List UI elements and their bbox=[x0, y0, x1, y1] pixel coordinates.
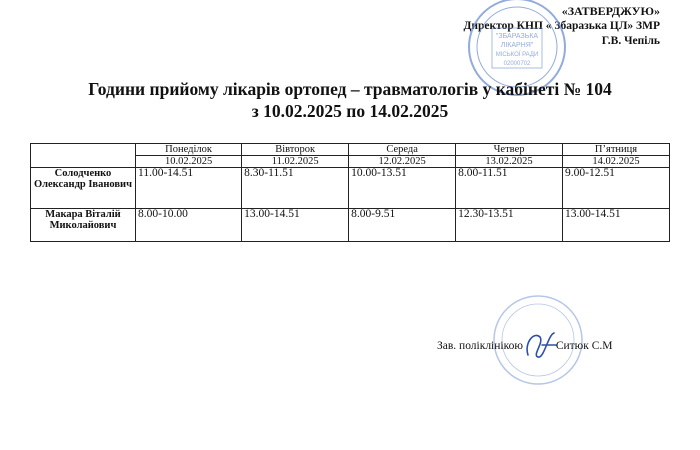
page-heading bbox=[0, 78, 700, 122]
table-row bbox=[31, 168, 670, 209]
date-header: 11.02.2025 bbox=[242, 156, 349, 168]
signature-role: Зав. поліклінікою bbox=[437, 340, 523, 352]
svg-text:02000702: 02000702 bbox=[503, 61, 531, 67]
day-header: Вівторок bbox=[242, 144, 349, 156]
heading-line-2: з 10.02.2025 по 14.02.2025 bbox=[251, 101, 449, 121]
time-cell: 12.30-13.51 bbox=[456, 209, 563, 242]
time-cell: 13.00-14.51 bbox=[242, 209, 349, 242]
svg-text:"ЗБАРАЗЬКА: "ЗБАРАЗЬКА bbox=[495, 33, 539, 40]
day-header: П’ятниця bbox=[563, 144, 670, 156]
time-cell: 8.00-10.00 bbox=[136, 209, 242, 242]
time-cell: 8.00-11.51 bbox=[456, 168, 563, 209]
time-cell: 8.30-11.51 bbox=[242, 168, 349, 209]
approval-position: Директор КНП « Збаразька ЦЛ» ЗМР bbox=[463, 20, 660, 32]
time-cell: 11.00-14.51 bbox=[136, 168, 242, 209]
date-header: 13.02.2025 bbox=[456, 156, 563, 168]
time-cell: 9.00-12.51 bbox=[563, 168, 670, 209]
svg-text:ЛІКАРНЯ": ЛІКАРНЯ" bbox=[500, 42, 534, 49]
signature-name: Ситюк С.М bbox=[555, 340, 613, 352]
corner-cell bbox=[31, 144, 136, 168]
time-cell: 8.00-9.51 bbox=[349, 209, 456, 242]
time-cell: 10.00-13.51 bbox=[349, 168, 456, 209]
time-cell: 13.00-14.51 bbox=[563, 209, 670, 242]
date-header: 14.02.2025 bbox=[563, 156, 670, 168]
doctor-name: Макара Віталій Миколайович bbox=[31, 209, 136, 242]
signature-block bbox=[437, 340, 613, 352]
day-header: Четвер bbox=[456, 144, 563, 156]
approval-title: «ЗАТВЕРДЖУЮ» bbox=[561, 4, 660, 18]
day-header: Середа bbox=[349, 144, 456, 156]
table-row bbox=[31, 209, 670, 242]
svg-text:МІСЬКОЇ РАДИ: МІСЬКОЇ РАДИ bbox=[495, 52, 539, 58]
day-header: Понеділок bbox=[136, 144, 242, 156]
approval-name: Г.В. Чепіль bbox=[601, 35, 660, 47]
doctor-name: Солодченко Олександр Іванович bbox=[31, 168, 136, 209]
schedule-table bbox=[30, 143, 670, 242]
date-header: 12.02.2025 bbox=[349, 156, 456, 168]
header-days-row bbox=[31, 144, 670, 156]
heading-line-1: Години прийому лікарів ортопед – травматологів у кабінеті № 104 bbox=[88, 79, 612, 99]
date-header: 10.02.2025 bbox=[136, 156, 242, 168]
